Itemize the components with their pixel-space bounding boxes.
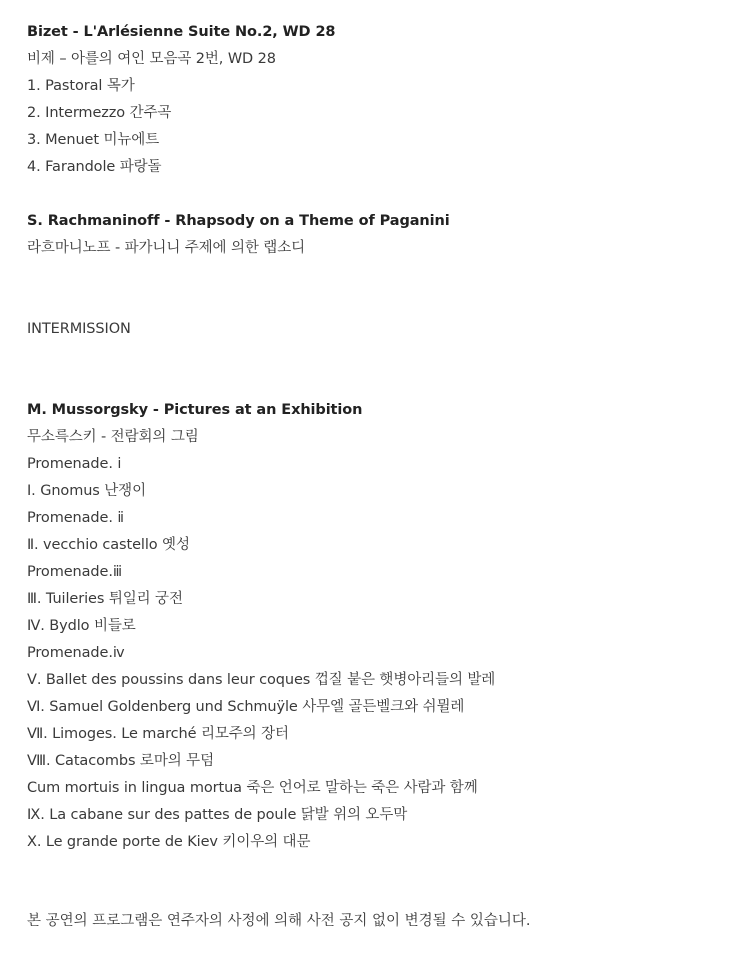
movement-item: Ⅹ. Le grande porte de Kiev 키이우의 대문: [27, 834, 311, 850]
movement-item: Promenade.ⅲ: [27, 564, 122, 580]
movement-item: 4. Farandole 파랑돌: [27, 159, 162, 175]
program-section-bizet: [27, 19, 727, 181]
movement-item: Ⅷ. Catacombs 로마의 무덤: [27, 753, 214, 769]
movement-item: Ⅸ. La cabane sur des pattes de poule 닭발 위의 오두막: [27, 807, 408, 823]
movement-item: Ⅳ. Bydlo 비들로: [27, 618, 136, 634]
movement-item: Promenade. ⅱ: [27, 510, 124, 526]
work-korean-title: 비제 – 아를의 여인 모음곡 2번, WD 28: [27, 51, 276, 67]
movement-item: Ⅴ. Ballet des poussins dans leur coques 껍질 붙은 햇병아리들의 발레: [27, 672, 496, 688]
program-section-mussorgsky: [27, 397, 727, 856]
movement-item: Ⅵ. Samuel Goldenberg und Schmuÿle 사무엘 골든벨크와 쉬뮐레: [27, 699, 465, 715]
spacer: [27, 262, 727, 316]
movement-item: Ⅰ. Gnomus 난쟁이: [27, 483, 146, 499]
movement-item: Promenade. ⅰ: [27, 456, 122, 472]
program-change-notice: 본 공연의 프로그램은 연주자의 사정에 의해 사전 공지 없이 변경될 수 있습니다.: [27, 913, 531, 929]
work-korean-title: 라흐마니노프 - 파가니니 주제에 의한 랩소디: [27, 240, 306, 256]
movement-item: Ⅱ. vecchio castello 옛성: [27, 537, 190, 553]
program-section-rachmaninoff: [27, 208, 727, 262]
spacer: [27, 181, 727, 208]
movement-item: Cum mortuis in lingua mortua 죽은 언어로 말하는 죽은 사람과 함께: [27, 780, 478, 796]
work-title: Bizet - L'Arlésienne Suite No.2, WD 28: [27, 24, 336, 40]
movement-item: 3. Menuet 미뉴에트: [27, 132, 160, 148]
work-korean-title: 무소륵스키 - 전람회의 그림: [27, 429, 199, 445]
intermission-label: INTERMISSION: [27, 321, 131, 337]
movement-item: Ⅲ. Tuileries 튀일리 궁전: [27, 591, 183, 607]
spacer: [27, 343, 727, 397]
movement-item: 1. Pastoral 목가: [27, 78, 135, 94]
work-title: M. Mussorgsky - Pictures at an Exhibition: [27, 402, 363, 418]
movement-item: 2. Intermezzo 간주곡: [27, 105, 172, 121]
concert-program: [27, 19, 727, 856]
movement-item: Promenade.ⅳ: [27, 645, 125, 661]
movement-item: Ⅶ. Limoges. Le marché 리모주의 장터: [27, 726, 289, 742]
work-title: S. Rachmaninoff - Rhapsody on a Theme of Paganini: [27, 213, 450, 229]
